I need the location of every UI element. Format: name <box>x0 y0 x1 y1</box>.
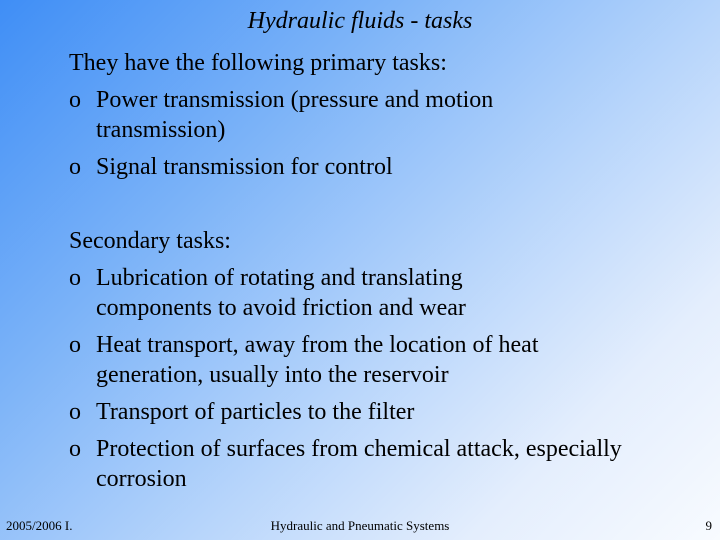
list-item-text: Transport of particles to the filter <box>96 399 415 425</box>
bullet-marker: o <box>69 87 81 113</box>
list-item-text: Signal transmission for control <box>96 154 393 180</box>
slide-title: Hydraulic fluids - tasks <box>247 8 473 34</box>
secondary-tasks-heading: Secondary tasks: <box>69 228 231 254</box>
list-item <box>69 434 626 494</box>
list-item <box>69 330 646 390</box>
primary-tasks-list <box>69 85 566 182</box>
page-number: 9 <box>705 518 712 533</box>
list-item <box>69 397 646 427</box>
list-item <box>69 85 566 145</box>
list-item-text: Lubrication of rotating and translating components to avoid friction and wear <box>96 265 466 321</box>
primary-tasks-heading: They have the following primary tasks: <box>69 50 447 76</box>
bullet-marker: o <box>69 332 81 358</box>
bullet-marker: o <box>69 265 81 291</box>
secondary-tasks-list <box>69 263 646 494</box>
bullet-marker: o <box>69 154 81 180</box>
list-item-text: Protection of surfaces from chemical attack, especially corrosion <box>96 436 622 492</box>
footer-date: 2005/2006 I. <box>6 518 73 533</box>
list-item-text: Heat transport, away from the location of heat generation, usually into the reservoir <box>96 332 539 388</box>
list-item <box>69 263 536 323</box>
secondary-tasks-section <box>69 226 646 494</box>
list-item-text: Power transmission (pressure and motion transmission) <box>96 87 494 143</box>
list-item <box>69 152 566 182</box>
footer-course-title: Hydraulic and Pneumatic Systems <box>270 518 450 533</box>
bullet-marker: o <box>69 436 81 462</box>
primary-tasks-section <box>69 48 566 182</box>
bullet-marker: o <box>69 399 81 425</box>
